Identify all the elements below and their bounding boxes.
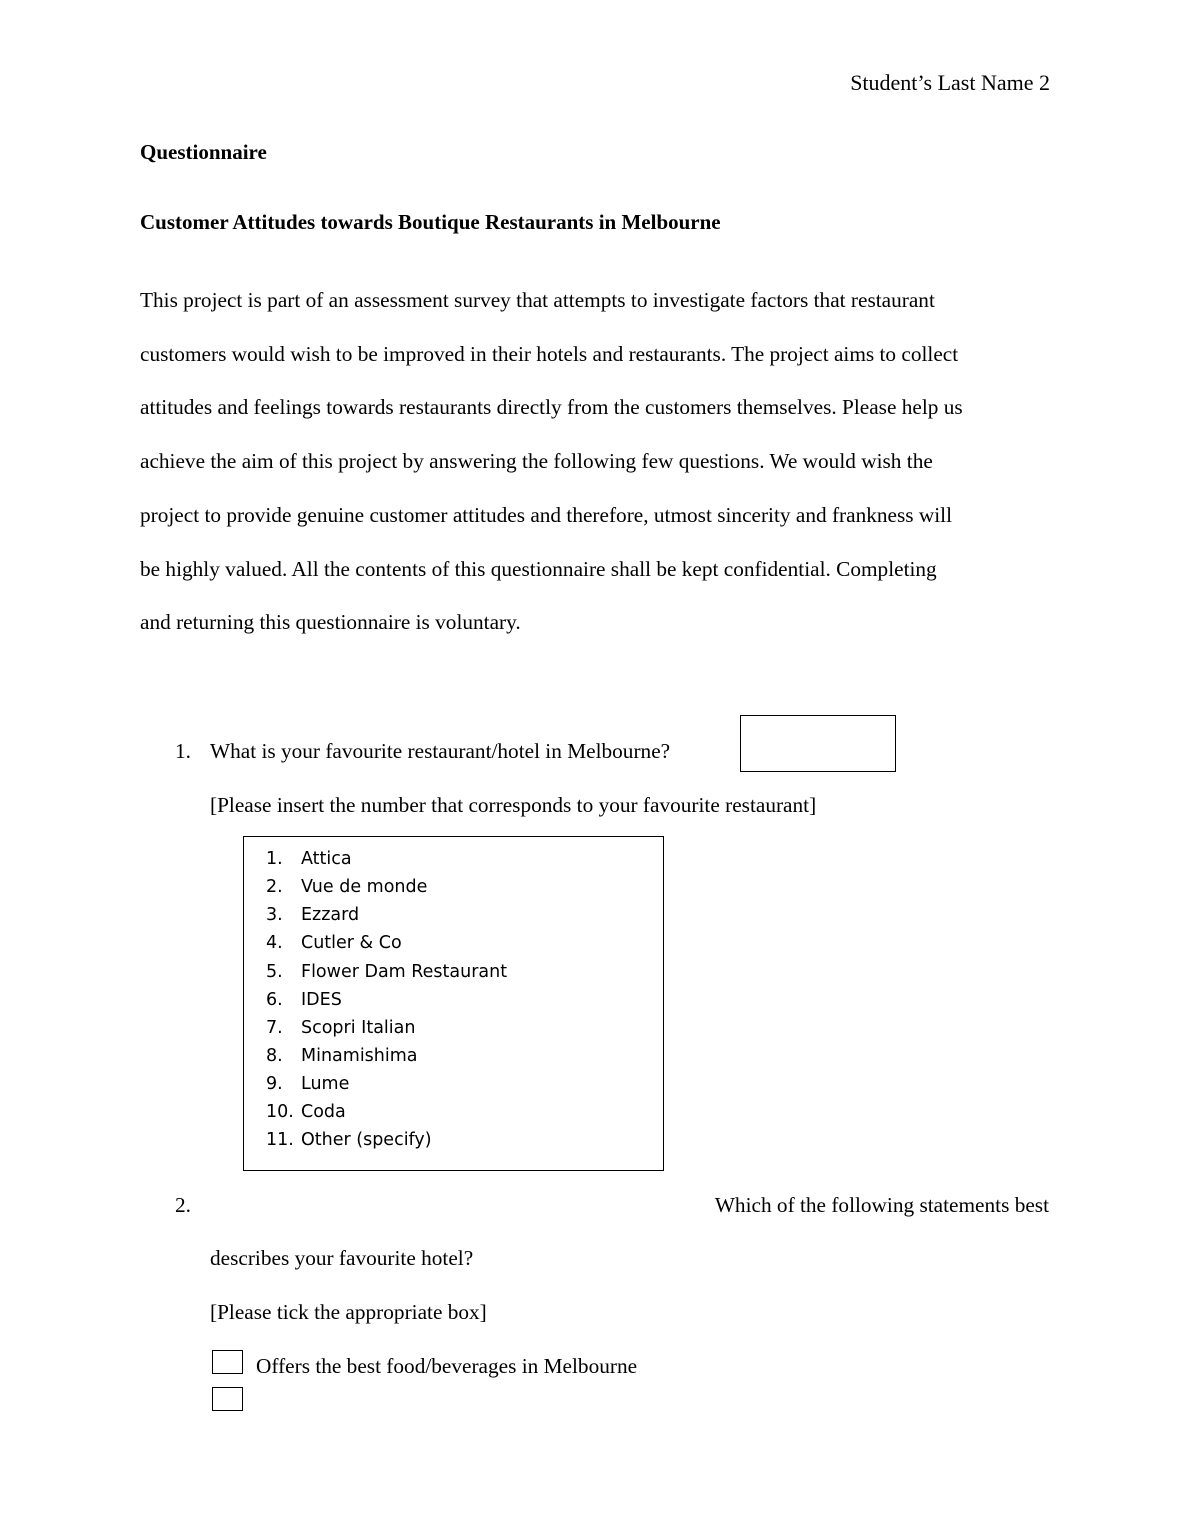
option-label: IDES (301, 989, 342, 1010)
option-label: Attica (301, 849, 352, 869)
intro-line: attitudes and feelings towards restaurants directly from the customers themselves. Please help us (140, 395, 963, 420)
option-number: 4. (266, 933, 283, 954)
question-2-instruction: [Please tick the appropriate box] (210, 1300, 487, 1324)
choice-checkbox[interactable] (212, 1387, 243, 1411)
option-number: 7. (266, 1017, 283, 1038)
option-number: 6. (266, 989, 283, 1010)
question-2-text: Which of the following statements best (714, 1193, 1049, 1217)
option-number: 2. (266, 877, 283, 898)
restaurant-options-list (243, 836, 664, 1171)
intro-line: be highly valued. All the contents of this questionnaire shall be kept confidential. Completing (140, 556, 937, 581)
question-1-instruction: [Please insert the number that corresponds to your favourite restaurant] (210, 793, 817, 817)
option-number: 1. (266, 849, 283, 869)
intro-line: project to provide genuine customer attitudes and therefore, utmost sincerity and frankness will (140, 502, 953, 527)
question-1-text: What is your favourite restaurant/hotel in Melbourne? (210, 739, 671, 763)
option-number: 5. (266, 961, 283, 982)
document-heading: Questionnaire (140, 140, 267, 164)
option-label: Scopri Italian (301, 1017, 416, 1038)
option-number: 8. (266, 1045, 283, 1066)
intro-line: This project is part of an assessment survey that attempts to investigate factors that restaurant (140, 288, 935, 312)
option-label: Other (specify) (301, 1130, 432, 1151)
intro-line: and returning this questionnaire is voluntary. (140, 610, 521, 635)
option-number: 11. (266, 1130, 294, 1151)
intro-line: customers would wish to be improved in their hotels and restaurants. The project aims to collect (140, 341, 959, 366)
choice-label: Offers the best food/beverages in Melbourne (256, 1354, 638, 1378)
option-label: Minamishima (301, 1045, 418, 1066)
question-2-text-continued: describes your favourite hotel? (210, 1246, 474, 1270)
intro-paragraph (140, 274, 1055, 650)
question-1-number: 1. (175, 739, 191, 763)
choice-checkbox[interactable] (212, 1350, 243, 1374)
option-label: Lume (301, 1074, 350, 1095)
option-number: 10. (266, 1102, 294, 1123)
intro-line: achieve the aim of this project by answering the following few questions. We would wish the (140, 449, 933, 474)
document-subtitle: Customer Attitudes towards Boutique Restaurants in Melbourne (140, 210, 721, 234)
running-head: Student’s Last Name 2 (850, 70, 1050, 95)
option-number: 3. (266, 905, 283, 926)
option-label: Flower Dam Restaurant (301, 961, 508, 982)
option-label: Vue de monde (301, 877, 428, 898)
question-2-number: 2. (175, 1193, 191, 1217)
option-label: Coda (301, 1102, 346, 1123)
option-label: Cutler & Co (301, 933, 402, 954)
option-number: 9. (266, 1074, 283, 1095)
question-1-answer-box[interactable] (740, 715, 896, 772)
option-label: Ezzard (301, 905, 360, 926)
